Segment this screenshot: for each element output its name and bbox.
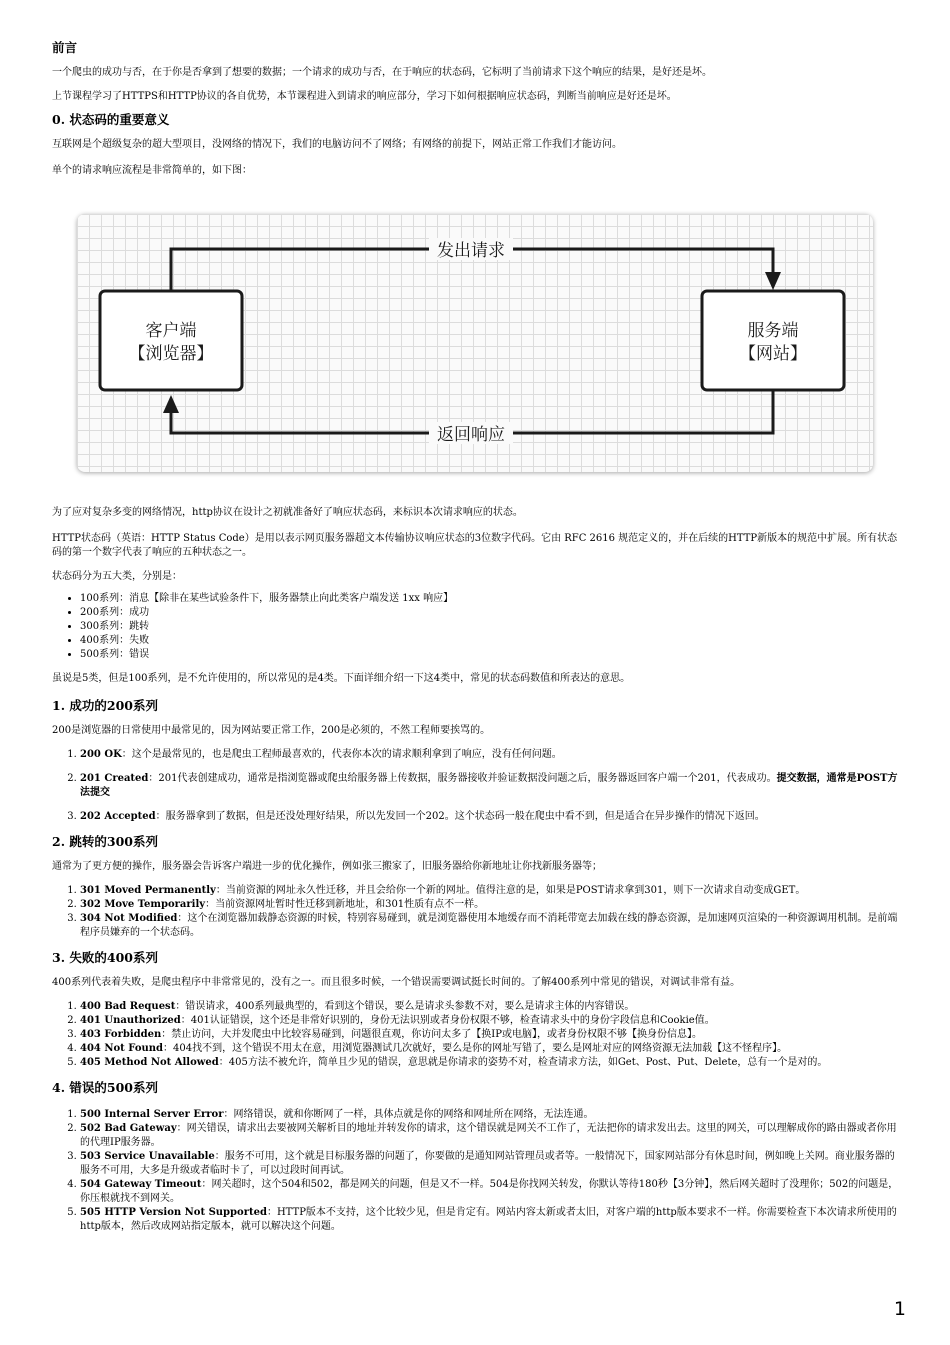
list-item: • 300系列：跳转 [80,620,900,634]
server-label-line1: 服务端 [747,321,799,341]
status-description: ：HTTP版本不支持，这个比较少见，但是肯定有。网站内容太新或者太旧，对客户端的http版本要求不一样。你需要检查下本次请求所使用的http版本，然后改成网站指定版本，就可以解决这个问题。 [80,1207,897,1232]
list-item [80,810,900,824]
list-item [80,884,900,898]
section0-paragraph-5: 状态码分为五大类，分别是： [52,571,182,582]
list-item [80,1028,900,1042]
intro-paragraph-2: 上节课程学习了HTTPS和HTTP协议的各自优势，本节课程进入到请求的响应部分，学习下如何根据响应状态码，判断当前响应是好还是坏。 [52,91,677,102]
list-item [80,1178,900,1206]
status-category-list [52,592,900,662]
list-item [80,1056,900,1070]
heading-section-2: 2. 跳转的300系列 [52,834,158,849]
status-description: ：网关错误，请求出去要被网关解析目的地址并转发你的请求，这个错误就是网关不工作了，无法把你的请求发出去。这里的网关，可以理解成你的路由器或者你用的代理IP服务器。 [80,1123,897,1148]
document-body [52,38,900,1234]
list-item [80,1150,900,1178]
list-item [80,1122,900,1150]
intro-paragraph-1: 一个爬虫的成功与否，在于你是否拿到了想要的数据；一个请求的成功与否，在于响应的状态码，它标明了当前请求下这个响应的结果，是好还是坏。 [52,67,712,78]
server-label-line2: 【网站】 [739,344,807,364]
list-item [80,748,900,762]
status-description: ：405方法不被允许，简单且少见的错误，意思就是你请求的姿势不对，检查请求方法，如Get、Post、Put、Delete，总有一个是对的。 [218,1057,828,1068]
list-item [80,912,900,940]
list-item [80,1108,900,1122]
list-item: • 200系列：成功 [80,606,900,620]
status-description: ：这个是最常见的，也是爬虫工程师最喜欢的，代表你本次的请求顺利拿到了响应，没有任何问题。 [121,749,562,760]
section3-paragraph-1: 400系列代表着失败，是爬虫程序中非常常见的，没有之一。而且很多时候，一个错误需要调试挺长时间的。了解400系列中常见的错误，对调试非常有益。 [52,977,741,988]
status-code: 202 Accepted [80,811,156,822]
status-description: ：当前资源的网址永久性迁移，并且会给你一个新的网址。值得注意的是，如果是POST请求拿到301，则下一次请求自动变成GET。 [215,885,806,896]
heading-section-0: 0. 状态码的重要意义 [52,112,170,127]
status-emphasis: 提交数据，通常是POST方法提交 [80,773,898,798]
section0-paragraph-6: 虽说是5类，但是100系列，是不允许使用的，所以常见的是4类。下面详细介绍一下这4类中，常见的状态码数值和所表达的意思。 [52,673,631,684]
status-code: 302 Move Temporarily [80,899,206,910]
request-label: 发出请求 [437,241,505,261]
request-response-diagram [77,214,873,472]
section0-paragraph-2: 单个的请求响应流程是非常简单的，如下图： [52,165,252,176]
status-description: ：当前资源网址暂时性迁移到新地址，和301性质有点不一样。 [205,899,485,910]
list-item [80,898,900,912]
list-item [80,772,900,800]
status-code: 301 Moved Permanently [80,885,216,896]
request-arrowhead [765,272,781,290]
status-code: 502 Bad Gateway [80,1123,177,1134]
status-description: ：服务器拿到了数据，但是还没处理好结果，所以先发回一个202。这个状态码一般在爬虫中看不到，但是适合在异步操作的情况下返回。 [155,811,765,822]
heading-section-1: 1. 成功的200系列 [52,698,158,713]
status-code: 403 Forbidden [80,1029,162,1040]
status-code: 405 Method Not Allowed [80,1057,219,1068]
status-description: ：网关超时，这个504和502，都是网关的问题，但是又不一样。504是你找网关转发，你默认等待180秒【3分钟】，然后网关超时了没理你；502的问题是，你压根就找不到网关。 [80,1179,899,1204]
response-arrowhead [163,395,179,413]
status-code: 201 Created [80,773,149,784]
client-label-line1: 客户端 [145,321,197,341]
status-description: ：服务不可用，这个就是目标服务器的问题了，你要做的是通知网站管理员或者等。一般情况下，国家网站部分有休息时间，例如晚上关网。商业服务器的服务不可用，大多是升级或者临时卡了，可以过段时间再试。 [80,1151,895,1176]
status-400-list [52,1000,900,1070]
list-item [80,1042,900,1056]
status-code: 500 Internal Server Error [80,1109,224,1120]
heading-section-4: 4. 错误的500系列 [52,1080,158,1095]
status-description: ：禁止访问，大并发爬虫中比较容易碰到，问题很直观，你访问太多了【换IP或电脑】，或者身份权限不够【换身份信息】。 [161,1029,702,1040]
status-code: 505 HTTP Version Not Supported [80,1207,267,1218]
status-200-list [52,748,900,824]
status-code: 503 Service Unavailable [80,1151,215,1162]
status-description: ：错误请求，400系列最典型的，看到这个错误，要么是请求头参数不对，要么是请求主体的内容错误。 [175,1001,635,1012]
status-500-list [52,1108,900,1234]
status-description: ：网络错误，就和你断网了一样，具体点就是你的网络和网址所在网络，无法连通。 [223,1109,594,1120]
status-code: 404 Not Found [80,1043,164,1054]
list-item: • 400系列：失败 [80,634,900,648]
status-description: ：这个在浏览器加载静态资源的时候，特别容易碰到，就是浏览器使用本地缓存而不消耗带宽去加载在线的静态资源，是加速网页渲染的一种资源调用机制。是前端程序员嫌弃的一个状态码。 [80,913,898,938]
section1-paragraph-1: 200是浏览器的日常使用中最常见的，因为网站要正常工作，200是必须的，不然工程师要挨骂的。 [52,725,491,736]
list-item [80,1000,900,1014]
status-description: ：201代表创建成功，通常是指浏览器或爬虫给服务器上传数据，服务器接收并验证数据没问题之后，服务器返回客户端一个201，代表成功。 [148,773,777,784]
response-label: 返回响应 [437,425,505,445]
list-item: • 100系列：消息【除非在某些试验条件下，服务器禁止向此类客户端发送 1xx 响应】 [80,592,900,606]
list-item [80,1014,900,1028]
heading-section-3: 3. 失败的400系列 [52,950,158,965]
status-code: 200 OK [80,749,122,760]
status-code: 401 Unauthorized [80,1015,181,1026]
list-item: • 500系列：错误 [80,648,900,662]
status-300-list [52,884,900,940]
status-description: ：401认证错误，这个还是非常好识别的，身份无法识别或者身份权限不够，检查请求头中的身份字段信息和Cookie值。 [180,1015,715,1026]
status-code: 504 Gateway Timeout [80,1179,202,1190]
section2-paragraph-1: 通常为了更方便的操作，服务器会告诉客户端进一步的优化操作，例如张三搬家了，旧服务器给你新地址让你找新服务器等； [52,861,602,872]
section0-paragraph-4: HTTP状态码（英语：HTTP Status Code）是用以表示网页服务器超文本传输协议响应状态的3位数字代码。它由 RFC 2616 规范定义的，并在后续的HTTP新版本的规范中扩展。所有状态码的第一个数字代表了响应的五种状态之一。 [52,533,898,558]
status-description: ：404找不到，这个错误不用太在意，用浏览器测试几次就好，要么是你的网址写错了，要么是网址对应的网络资源无法加载【这不怪程序】。 [163,1043,788,1054]
status-code: 400 Bad Request [80,1001,176,1012]
section0-paragraph-3: 为了应对复杂多变的网络情况，http协议在设计之初就准备好了响应状态码，来标识本次请求响应的状态。 [52,507,523,518]
heading-intro: 前言 [52,40,78,55]
status-code: 304 Not Modified [80,913,178,924]
list-item [80,1206,900,1234]
client-label-line2: 【浏览器】 [128,344,214,364]
page-number: 1 [893,1298,906,1320]
section0-paragraph-1: 互联网是个超级复杂的超大型项目，没网络的情况下，我们的电脑访问不了网络；有网络的前提下，网站正常工作我们才能访问。 [52,139,622,150]
